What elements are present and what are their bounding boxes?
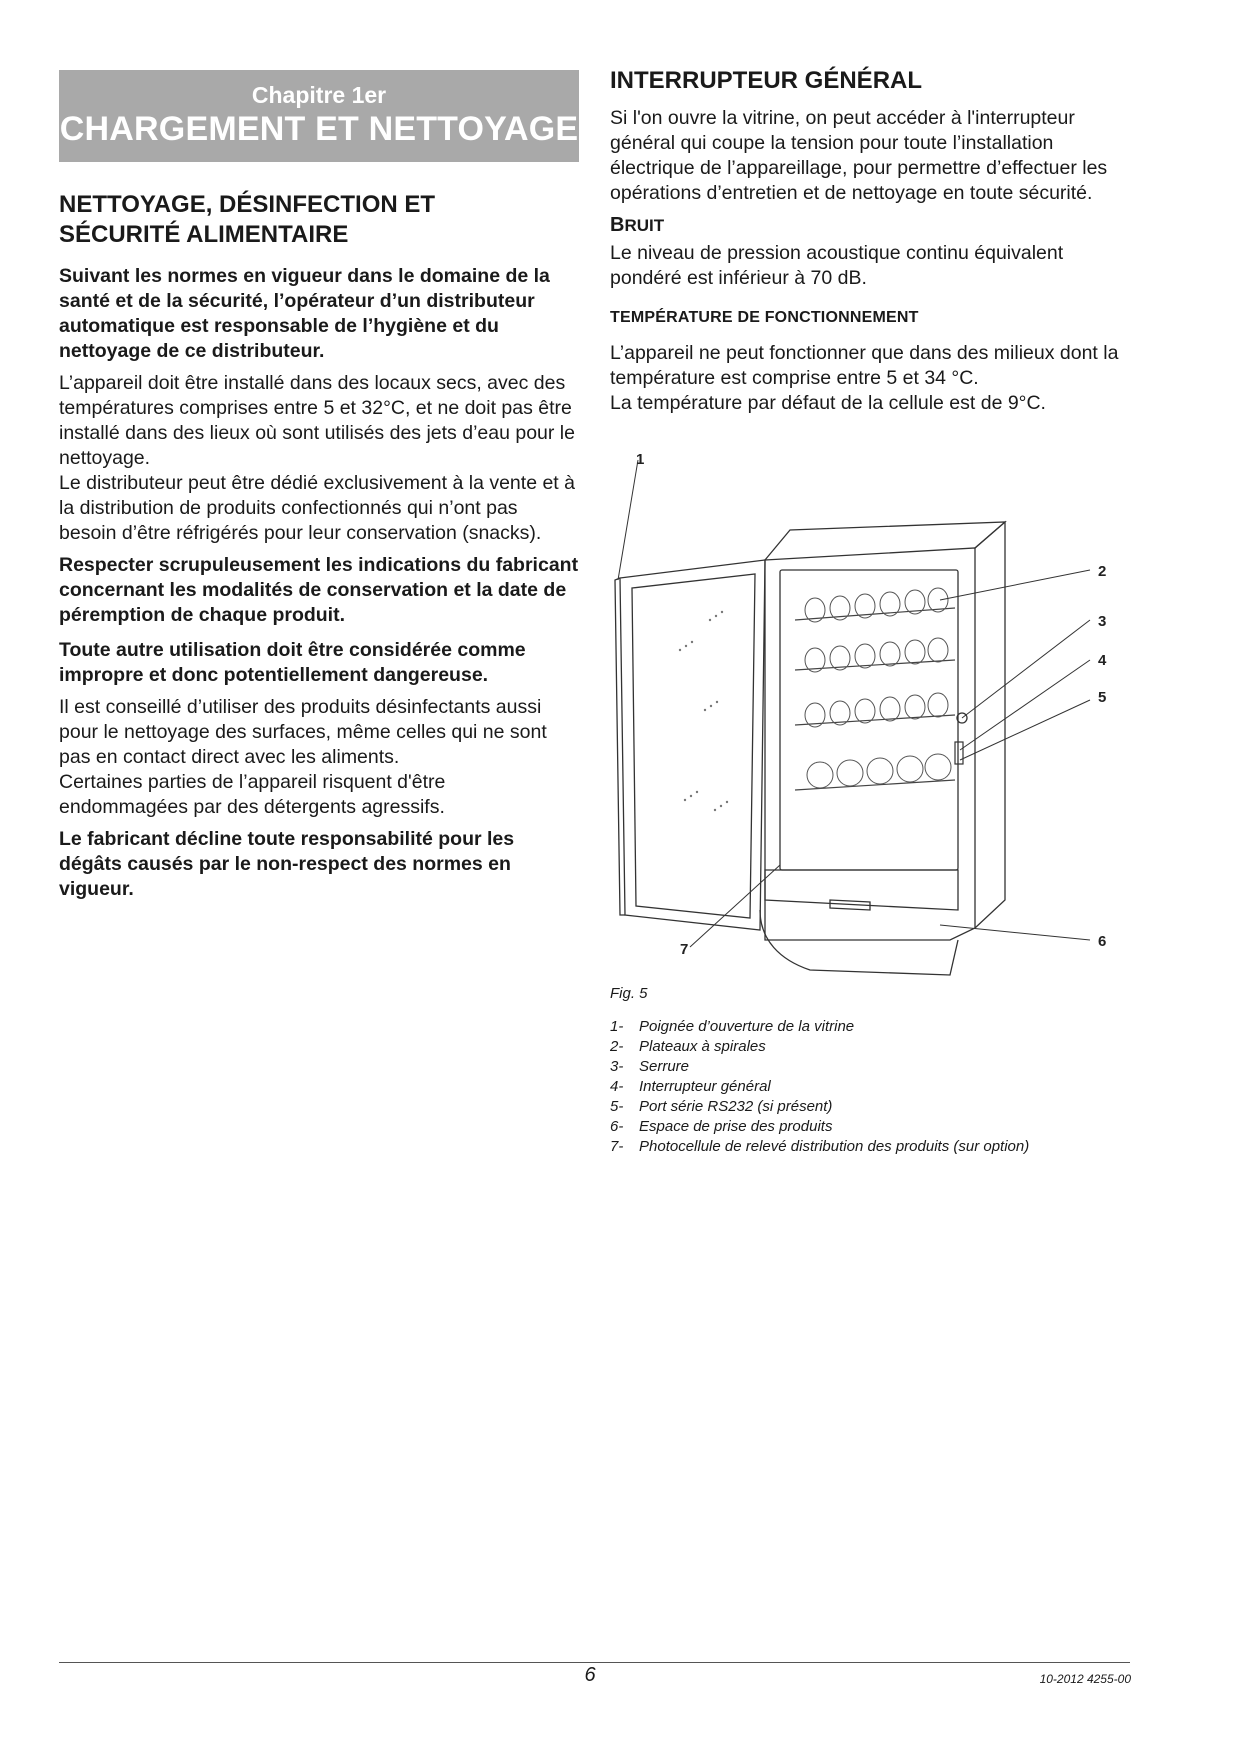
legend-item: 7- Photocellule de relevé distribution des produits (sur option) xyxy=(610,1138,1030,1155)
page-number: 6 xyxy=(584,1664,596,1686)
switch-icon xyxy=(955,742,963,764)
paragraph-detergents: Certaines parties de l’appareil risquent d'être endommagées par des détergents agressifs. xyxy=(59,771,446,818)
door-pattern xyxy=(679,611,728,811)
door-handle xyxy=(615,578,625,915)
callout-lines xyxy=(618,460,1090,947)
paragraph-noise: Le niveau de pression acoustique continu équivalent pondéré est inférieur à 70 dB. xyxy=(610,242,1064,289)
heading-temperature: TEMPÉRATURE DE FONCTIONNEMENT xyxy=(610,309,919,326)
section-title-cleaning xyxy=(59,190,579,250)
chapter-number: Chapitre 1er xyxy=(251,82,387,108)
product-pickup xyxy=(765,870,958,910)
open-door xyxy=(620,560,765,930)
callout-1: 1 xyxy=(636,451,645,468)
paragraph-temp-default: La température par défaut de la cellule est de 9°C. xyxy=(610,392,1046,414)
paragraph-installation: L’appareil doit être installé dans des locaux secs, avec des températures comprises entre 5 et 32°C, et ne doit pas être installé dans des lieux où sont utilisés des jets d’eau pour le nettoyage. xyxy=(59,372,575,469)
chapter-title: CHARGEMENT ET NETTOYAGE xyxy=(59,110,579,148)
legend-item: 6- Espace de prise des produits xyxy=(610,1118,833,1135)
cabinet-top xyxy=(765,522,1005,560)
legend-item: 3- Serrure xyxy=(610,1058,690,1075)
callout-6: 6 xyxy=(1098,933,1107,950)
cabinet-outline xyxy=(765,548,975,940)
document-code: 10-2012 4255-00 xyxy=(1039,1672,1131,1686)
legend-item: 1- Poignée d’ouverture de la vitrine xyxy=(610,1018,855,1035)
paragraph-manufacturer: Respecter scrupuleusement les indications du fabricant concernant les modalités de conservation et la date de péremption de chaque produit. xyxy=(59,554,579,626)
section-title-line2: SÉCURITÉ ALIMENTAIRE xyxy=(59,221,349,248)
callout-5: 5 xyxy=(1098,689,1107,706)
paragraph-disinfectant: Il est conseillé d’utiliser des produits désinfectants aussi pour le nettoyage des surfaces, même celles qui ne sont pas en contact direct avec les aliments. xyxy=(59,696,547,768)
right-column xyxy=(610,66,1130,416)
paragraph-temp-range: L’appareil ne peut fonctionner que dans des milieux dont la température est comprise entre 5 et 34 °C. xyxy=(610,342,1119,389)
paragraph-dedicated: Le distributeur peut être dédié exclusivement à la vente et à la distribution de produits confectionnés qui n’ont pas besoin d’être réfrigérés pour leur conservation (snacks). xyxy=(59,472,575,544)
vending-machine-figure xyxy=(610,451,1130,990)
spiral-trays xyxy=(795,608,955,790)
paragraph-liability: Le fabricant décline toute responsabilité pour les dégâts causés par le non-respect des normes en vigueur. xyxy=(59,828,515,900)
callout-2: 2 xyxy=(1098,563,1107,580)
paragraph-norms: Suivant les normes en vigueur dans le domaine de la santé et de la sécurité, l’opérateur d’un distributeur automatique est responsable de l’hygiène et du nettoyage de ce distributeur. xyxy=(59,265,550,362)
legend-item: 4- Interrupteur général xyxy=(610,1078,771,1095)
callout-4: 4 xyxy=(1098,652,1107,669)
paragraph-other-use: Toute autre utilisation doit être considérée comme impropre et donc potentiellement dangereuse. xyxy=(59,639,526,686)
callout-7: 7 xyxy=(680,941,689,958)
callout-3: 3 xyxy=(1098,613,1107,630)
chapter-header xyxy=(59,70,579,162)
legend-item: 2- Plateaux à spirales xyxy=(610,1038,766,1055)
legend-item: 5- Port série RS232 (si présent) xyxy=(610,1098,833,1115)
figure-caption: Fig. 5 xyxy=(610,985,648,1002)
vending-machine-illustration xyxy=(610,451,1130,990)
figure-legend xyxy=(610,1017,1029,1157)
footer-divider xyxy=(59,1662,1130,1663)
heading-noise: BRUIT xyxy=(610,214,665,236)
left-column xyxy=(59,70,579,902)
section-title-switch: INTERRUPTEUR GÉNÉRAL xyxy=(610,67,923,94)
paragraph-switch: Si l'on ouvre la vitrine, on peut accéder à l'interrupteur général qui coupe la tension pour toute l’installation électrique de l’appareillage, pour permettre d’effectuer les opérations d’entretien et de nettoyage en toute sécurité. xyxy=(610,107,1108,204)
section-title-line1: NETTOYAGE, DÉSINFECTION ET xyxy=(59,191,436,218)
